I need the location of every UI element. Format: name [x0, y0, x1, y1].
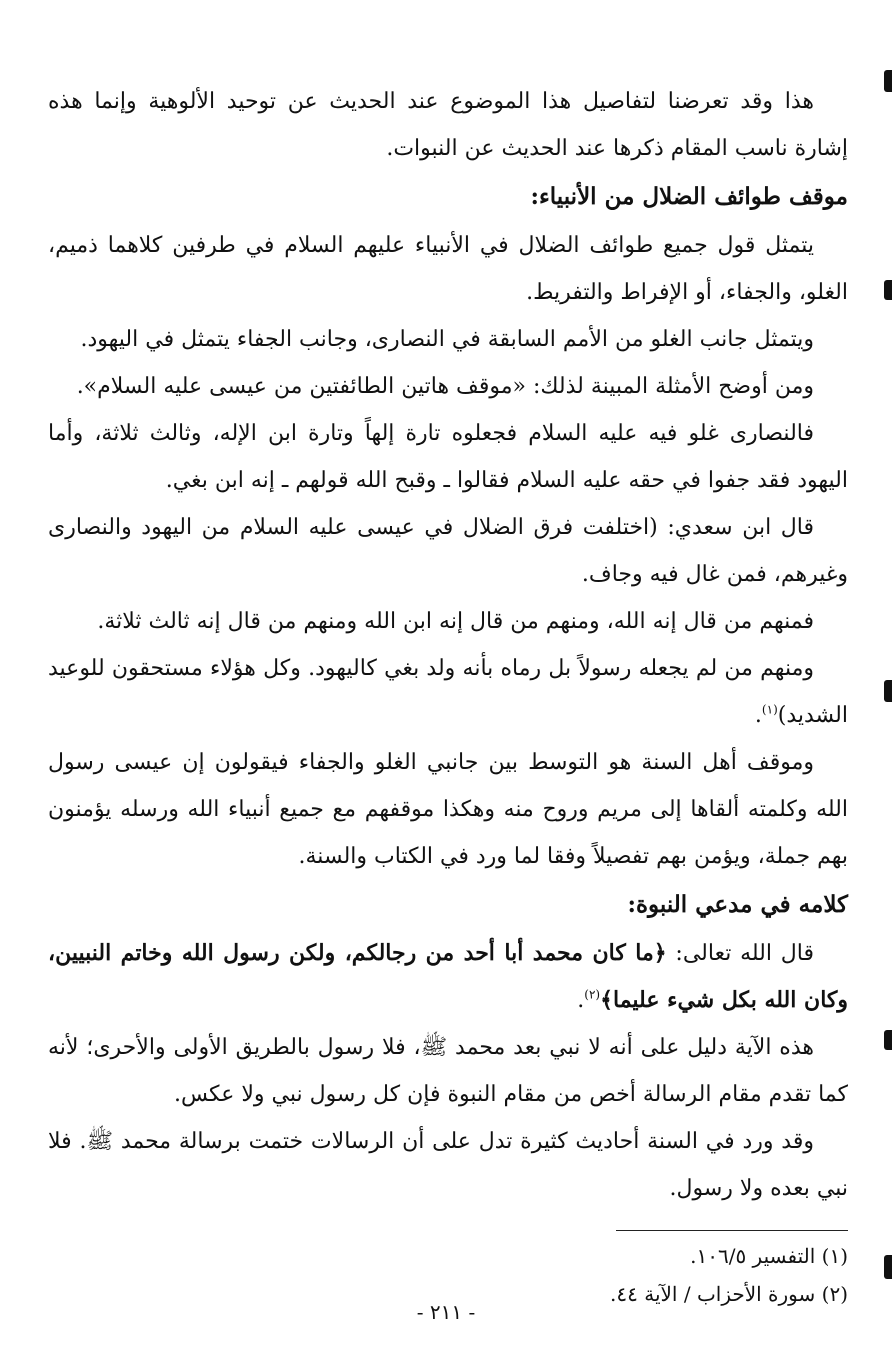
- page-body: [48, 78, 848, 1328]
- paragraph-8: [48, 645, 848, 739]
- paragraph-8-end: .: [754, 703, 762, 728]
- footnote-1: (١) التفسير ١٠٦/٥.: [690, 1244, 848, 1268]
- paragraph-3: ويتمثل جانب الغلو من الأمم السابقة في النصارى، وجانب الجفاء يتمثل في اليهود.: [80, 327, 814, 352]
- paragraph-7: فمنهم من قال إنه الله، ومنهم من قال إنه ابن الله ومنهم من قال إنه ثالث ثلاثة.: [97, 609, 814, 634]
- section-heading-prophethood: كلامه في مدعي النبوة:: [627, 891, 848, 918]
- paragraph-6: قال ابن سعدي: (اختلفت فرق الضلال في عيسى عليه السلام من اليهود والنصارى وغيرهم، فمن غال فيه وجاف.: [48, 515, 848, 587]
- scan-edge-mark: [884, 280, 892, 300]
- scan-edge-mark: [884, 70, 892, 92]
- section-heading-prophets: موقف طوائف الضلال من الأنبياء:: [530, 183, 848, 210]
- footnote-ref-2: (٢): [584, 987, 601, 1002]
- paragraph-12: وقد ورد في السنة أحاديث كثيرة تدل على أن الرسالات ختمت برسالة محمد ﷺ. فلا نبي بعده ولا رسول.: [48, 1129, 848, 1201]
- paragraph-8-text: ومنهم من لم يجعله رسولاً بل رماه بأنه ولد بغي كاليهود. وكل هؤلاء مستحقون للوعيد الشديد): [48, 656, 848, 728]
- footnote-divider: [616, 1230, 848, 1231]
- paragraph-2: يتمثل قول جميع طوائف الضلال في الأنبياء عليهم السلام في طرفين كلاهما ذميم، الغلو، والجفاء، أو الإفراط والتفريط.: [48, 233, 848, 305]
- paragraph-1: هذا وقد تعرضنا لتفاصيل هذا الموضوع عند الحديث عن توحيد الألوهية وإنما هذه إشارة ناسب المقام ذكرها عند الحديث عن النبوات.: [48, 89, 848, 161]
- page-number: - ٢١١ -: [416, 1300, 476, 1324]
- paragraph-10: [48, 930, 848, 1024]
- footnote-ref-1: (١): [761, 702, 778, 717]
- paragraph-5: فالنصارى غلو فيه عليه السلام فجعلوه تارة إلهاً وتارة ابن الإله، وثالث ثلاثة، وأما اليهود فقد جفوا في حقه عليه السلام فقالوا ـ وقبح الله قولهم ـ إنه ابن بغي.: [48, 421, 848, 493]
- quran-verse: ﴿ما كان محمد أبا أحد من رجالكم، ولكن رسول الله وخاتم النبيين، وكان الله بكل شيء عليما﴾: [48, 940, 848, 1013]
- paragraph-10-end: .: [577, 988, 585, 1013]
- scan-edge-mark: [884, 1255, 892, 1279]
- scan-edge-mark: [884, 1030, 892, 1050]
- paragraph-9: وموقف أهل السنة هو التوسط بين جانبي الغلو والجفاء فيقولون إن عيسى رسول الله وكلمته ألقاها إلى مريم وروح منه وهكذا موقفهم مع جميع أنبياء الله ورسله يؤمنون بهم جملة، ويؤمن بهم تفصيلاً وفقا لما ورد في الكتاب والسنة.: [48, 750, 848, 869]
- paragraph-11: هذه الآية دليل على أنه لا نبي بعد محمد ﷺ، فلا رسول بالطريق الأولى والأحرى؛ لأنه كما تقدم مقام الرسالة أخص من مقام النبوة فإن كل رسول نبي ولا عكس.: [48, 1035, 848, 1107]
- footnote-2: (٢) سورة الأحزاب / الآية ٤٤.: [610, 1282, 848, 1306]
- paragraph-10-lead: قال الله تعالى:: [666, 941, 814, 966]
- scan-edge-mark: [884, 680, 892, 702]
- paragraph-4: ومن أوضح الأمثلة المبينة لذلك: «موقف هاتين الطائفتين من عيسى عليه السلام».: [76, 374, 814, 399]
